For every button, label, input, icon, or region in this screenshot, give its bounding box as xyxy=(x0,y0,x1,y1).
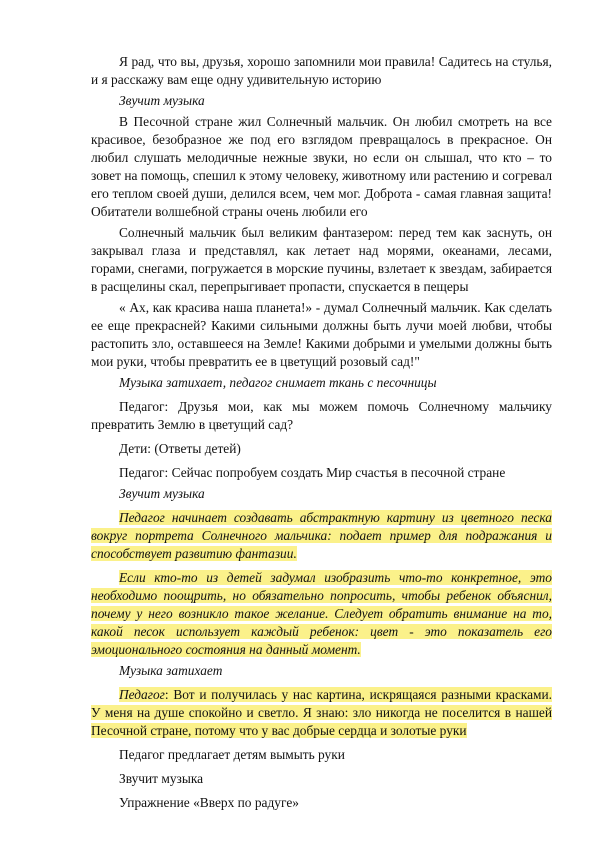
document-body xyxy=(91,53,552,812)
paragraph-teacher-picture-done xyxy=(91,686,552,740)
highlighted-text: Педагог начинает создавать абстрактную картину из цветного песка вокруг портрета Солнечного мальчика: подает пример для подражания и способствует развитию фантазии. xyxy=(91,510,552,561)
speaker-label: Педагог xyxy=(119,687,165,702)
paragraph-wash-hands: Педагог предлагает детям вымыть руки xyxy=(119,747,345,762)
paragraph-fantasizer: Солнечный мальчик был великим фантазером: перед тем как заснуть, он закрывал глаза и представлял, как летает над морями, океанами, лесами, горами, снегами, погружается в морские пучины, взлетает к звездам, забирается в расщелины скал, перепрыгивает пропасти, спускается в пещеры xyxy=(91,225,552,294)
paragraph-intro: Я рад, что вы, друзья, хорошо запомнили мои правила! Садитесь на стулья, и я расскажу вам еще одну удивительную историю xyxy=(91,54,552,87)
stage-direction-music-fades: Музыка затихает, педагог снимает ткань с песочницы xyxy=(119,375,437,390)
paragraph-child-idea xyxy=(91,569,552,659)
stage-direction-music: Звучит музыка xyxy=(119,93,205,108)
paragraph-story-sun-boy: В Песочной стране жил Солнечный мальчик. Он любил смотреть на все красивое, безобразное же под его взглядом превращалось в прекрасное. Он любил слушать мелодичные нежные звуки, но если он слышал, что кто – то зовет на помощь, спешил к этому человеку, животному или растению и согревал его теплом своей души, делился всем, чем мог. Доброта - самая главная защита! Обитатели волшебной страны очень любили его xyxy=(91,114,552,219)
paragraph-teacher-create-world: Педагог: Сейчас попробуем создать Мир счастья в песочной стране xyxy=(119,465,506,480)
highlighted-text: : Вот и получилась у нас картина, искрящаяся разными красками. У меня на душе спокойно и светло. Я знаю: зло никогда не поселится в нашей Песочной стране, потому что у вас добрые сердца и золотые руки xyxy=(91,687,552,738)
paragraph-planet-quote: « Ах, как красива наша планета!» - думал Солнечный мальчик. Как сделать ее еще прекрасней? Какими сильными должны быть лучи моей любви, чтобы растопить зло, оставшееся на Земле! Какими добрыми и умелыми должны быть мои руки, чтобы превратить ее в цветущий розовый сад!" xyxy=(91,300,552,369)
paragraph-teacher-question: Педагог: Друзья мои, как мы можем помочь Солнечному мальчику превратить Землю в цветущий сад? xyxy=(91,399,552,432)
paragraph-children-answers: Дети: (Ответы детей) xyxy=(119,441,241,456)
stage-direction-music-3: Звучит музыка xyxy=(119,771,204,786)
stage-direction-music-fades-2: Музыка затихает xyxy=(119,663,223,678)
paragraph-exercise-title: Упражнение «Вверх по радуге» xyxy=(119,795,299,810)
paragraph-teacher-abstract-picture xyxy=(91,509,552,563)
stage-direction-music-2: Звучит музыка xyxy=(119,486,205,501)
highlighted-text: Если кто-то из детей задумал изобразить что-то конкретное, это необходимо поощрить, но обязательно попросить, чтобы ребенок объяснил, почему у него возникло такое желание. Следует обратить внимание на то, какой песок использует каждый ребенок: цвет - это показатель его эмоционального состояния на данный момент. xyxy=(91,570,552,657)
